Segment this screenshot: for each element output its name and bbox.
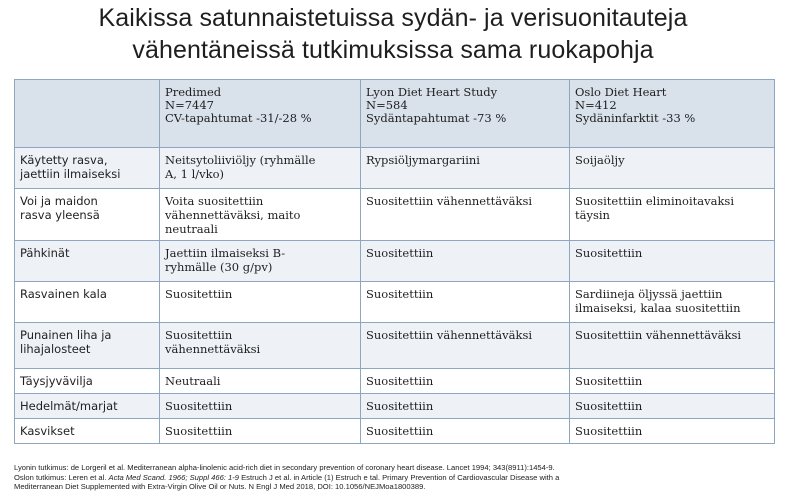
table-header-row [15,80,775,148]
header-study-cell [570,80,775,148]
table-cell-line: A, 1 l/vko) [165,167,225,181]
table-cell-line: Suositettiin [366,287,434,301]
row-label-cell [15,148,160,189]
row-label-cell-line: Täysjyvävilja [20,374,93,388]
table-cell-line: Neutraali [165,374,221,388]
table-cell [570,282,775,323]
table-cell-line: Suositettiin [366,424,434,438]
table-cell-line: Suositettiin [366,374,434,388]
table-cell [160,419,361,444]
row-label-cell-line: rasva yleensä [20,208,100,222]
table-cell-line: Suositettiin eliminoitavaksi [575,194,735,208]
table-cell-line: Neitsytoliiviöljy (ryhmälle [165,153,316,167]
table-cell [160,394,361,419]
header-study-cell-line: Sydäninfarktit -33 % [575,111,696,125]
row-label-cell [15,369,160,394]
table-cell-line: Suositettiin [575,399,643,413]
row-label-cell-line: Pähkinät [20,246,70,260]
table-row [15,189,775,241]
table-cell [361,241,570,282]
table-cell-line: Suositettiin [165,424,233,438]
table-cell-line: Suositettiin [575,374,643,388]
row-label-cell [15,419,160,444]
header-study-cell-line: CV-tapahtumat -31/-28 % [165,111,312,125]
row-label-cell [15,282,160,323]
table-cell-line: vähennettäväksi [165,342,261,356]
reference-lyon: Lyonin tutkimus: de Lorgeril et al. Mediterranean alpha-linolenic acid-rich diet in secondary prevention of coronary heart disease. Lancet 1994; 343(8911):1454-9. [14,463,555,472]
header-corner-cell [15,80,160,148]
table-cell [570,148,775,189]
table-cell [570,369,775,394]
table-cell-line: ryhmälle (30 g/pv) [165,260,273,274]
table-cell-line: Rypsiöljymargariini [366,153,480,167]
table-row [15,323,775,369]
table-cell-line: Sardiineja öljyssä jaettiin [575,287,723,301]
table-cell [570,189,775,241]
row-label-cell [15,394,160,419]
table-cell [361,323,570,369]
table-cell-line: ilmaiseksi, kalaa suositettiin [575,301,741,315]
header-study-cell [160,80,361,148]
slide-title-line-2: vähentäneissä tutkimuksissa sama ruokapohja [132,36,654,64]
header-study-cell-line: Sydäntapahtumat -73 % [366,111,507,125]
table-cell [160,323,361,369]
row-label-cell-line: Rasvainen kala [20,287,107,301]
table-cell [570,323,775,369]
header-study-cell-line: Oslo Diet Heart [575,85,667,99]
table-cell-line: Suositettiin [575,424,643,438]
table-cell [570,419,775,444]
table-cell-line: Suositettiin [575,246,643,260]
reference-predimed: Mediterranean Diet Supplemented with Extra-Virgin Olive Oil or Nuts. N Engl J Med 2018, DOI: 10.1056/NEJMoa1800389. [14,482,426,492]
row-label-cell [15,189,160,241]
references-footnote [14,463,784,492]
table-row [15,394,775,419]
reference-oslo-journal: Acta Med Scand. 1966; Suppl 466: 1-9 [108,472,239,482]
table-cell [160,241,361,282]
table-cell [361,419,570,444]
table-cell-line: Suositettiin [366,246,434,260]
table-cell-line: Suositettiin [165,399,233,413]
comparison-table [14,79,775,444]
slide-title [0,2,786,66]
table-row [15,282,775,323]
header-study-cell-line: N=412 [575,98,617,112]
table-cell-line: täysin [575,208,610,222]
row-label-cell [15,241,160,282]
table-cell [160,148,361,189]
row-label-cell-line: Punainen liha ja [20,328,112,342]
table-cell [160,189,361,241]
table-cell [361,394,570,419]
row-label-cell-line: Voi ja maidon [20,194,98,208]
header-study-cell [361,80,570,148]
row-label-cell-line: jaettiin ilmaiseksi [20,167,121,181]
table-cell [570,241,775,282]
header-study-cell-line: N=7447 [165,98,214,112]
reference-predimed-prefix: Estruch J et al. in Article (1) Estruch e tal. Primary Prevention of Cardiovascular Disease with a [239,472,560,482]
table-cell [361,282,570,323]
table-cell-line: Suositettiin [366,399,434,413]
row-label-cell-line: Hedelmät/marjat [20,399,118,413]
row-label-cell [15,323,160,369]
table-cell-line: vähennettäväksi, maito [165,208,301,222]
table-cell-line: Suositettiin [165,328,233,342]
table-cell-line: Suositettiin vähennettäväksi [366,328,533,342]
table-cell [570,394,775,419]
table-cell [160,369,361,394]
table-cell-line: Suositettiin [165,287,233,301]
header-study-cell-line: Predimed [165,85,222,99]
table-cell [361,189,570,241]
row-label-cell-line: Käytetty rasva, [20,153,108,167]
reference-oslo-prefix: Oslon tutkimus: Leren et al. [14,472,109,482]
table-cell-line: Soijaöljy [575,153,625,167]
table-row [15,369,775,394]
header-study-cell-line: Lyon Diet Heart Study [366,85,498,99]
table-cell [361,148,570,189]
table-cell-line: Suositettiin vähennettäväksi [575,328,742,342]
table-cell-line: Jaettiin ilmaiseksi B- [165,246,286,260]
table-row [15,148,775,189]
table-row [15,419,775,444]
table-cell-line: neutraali [165,222,218,236]
slide-title-line-1: Kaikissa satunnaistetuissa sydän- ja verisuonitauteja [98,4,688,32]
table-cell-line: Suositettiin vähennettäväksi [366,194,533,208]
row-label-cell-line: lihajalosteet [20,342,91,356]
header-study-cell-line: N=584 [366,98,408,112]
reference-oslo-predimed [14,473,784,483]
table-cell [361,369,570,394]
table-row [15,241,775,282]
table-cell [160,282,361,323]
table-cell-line: Voita suositettiin [165,194,264,208]
row-label-cell-line: Kasvikset [20,424,75,438]
